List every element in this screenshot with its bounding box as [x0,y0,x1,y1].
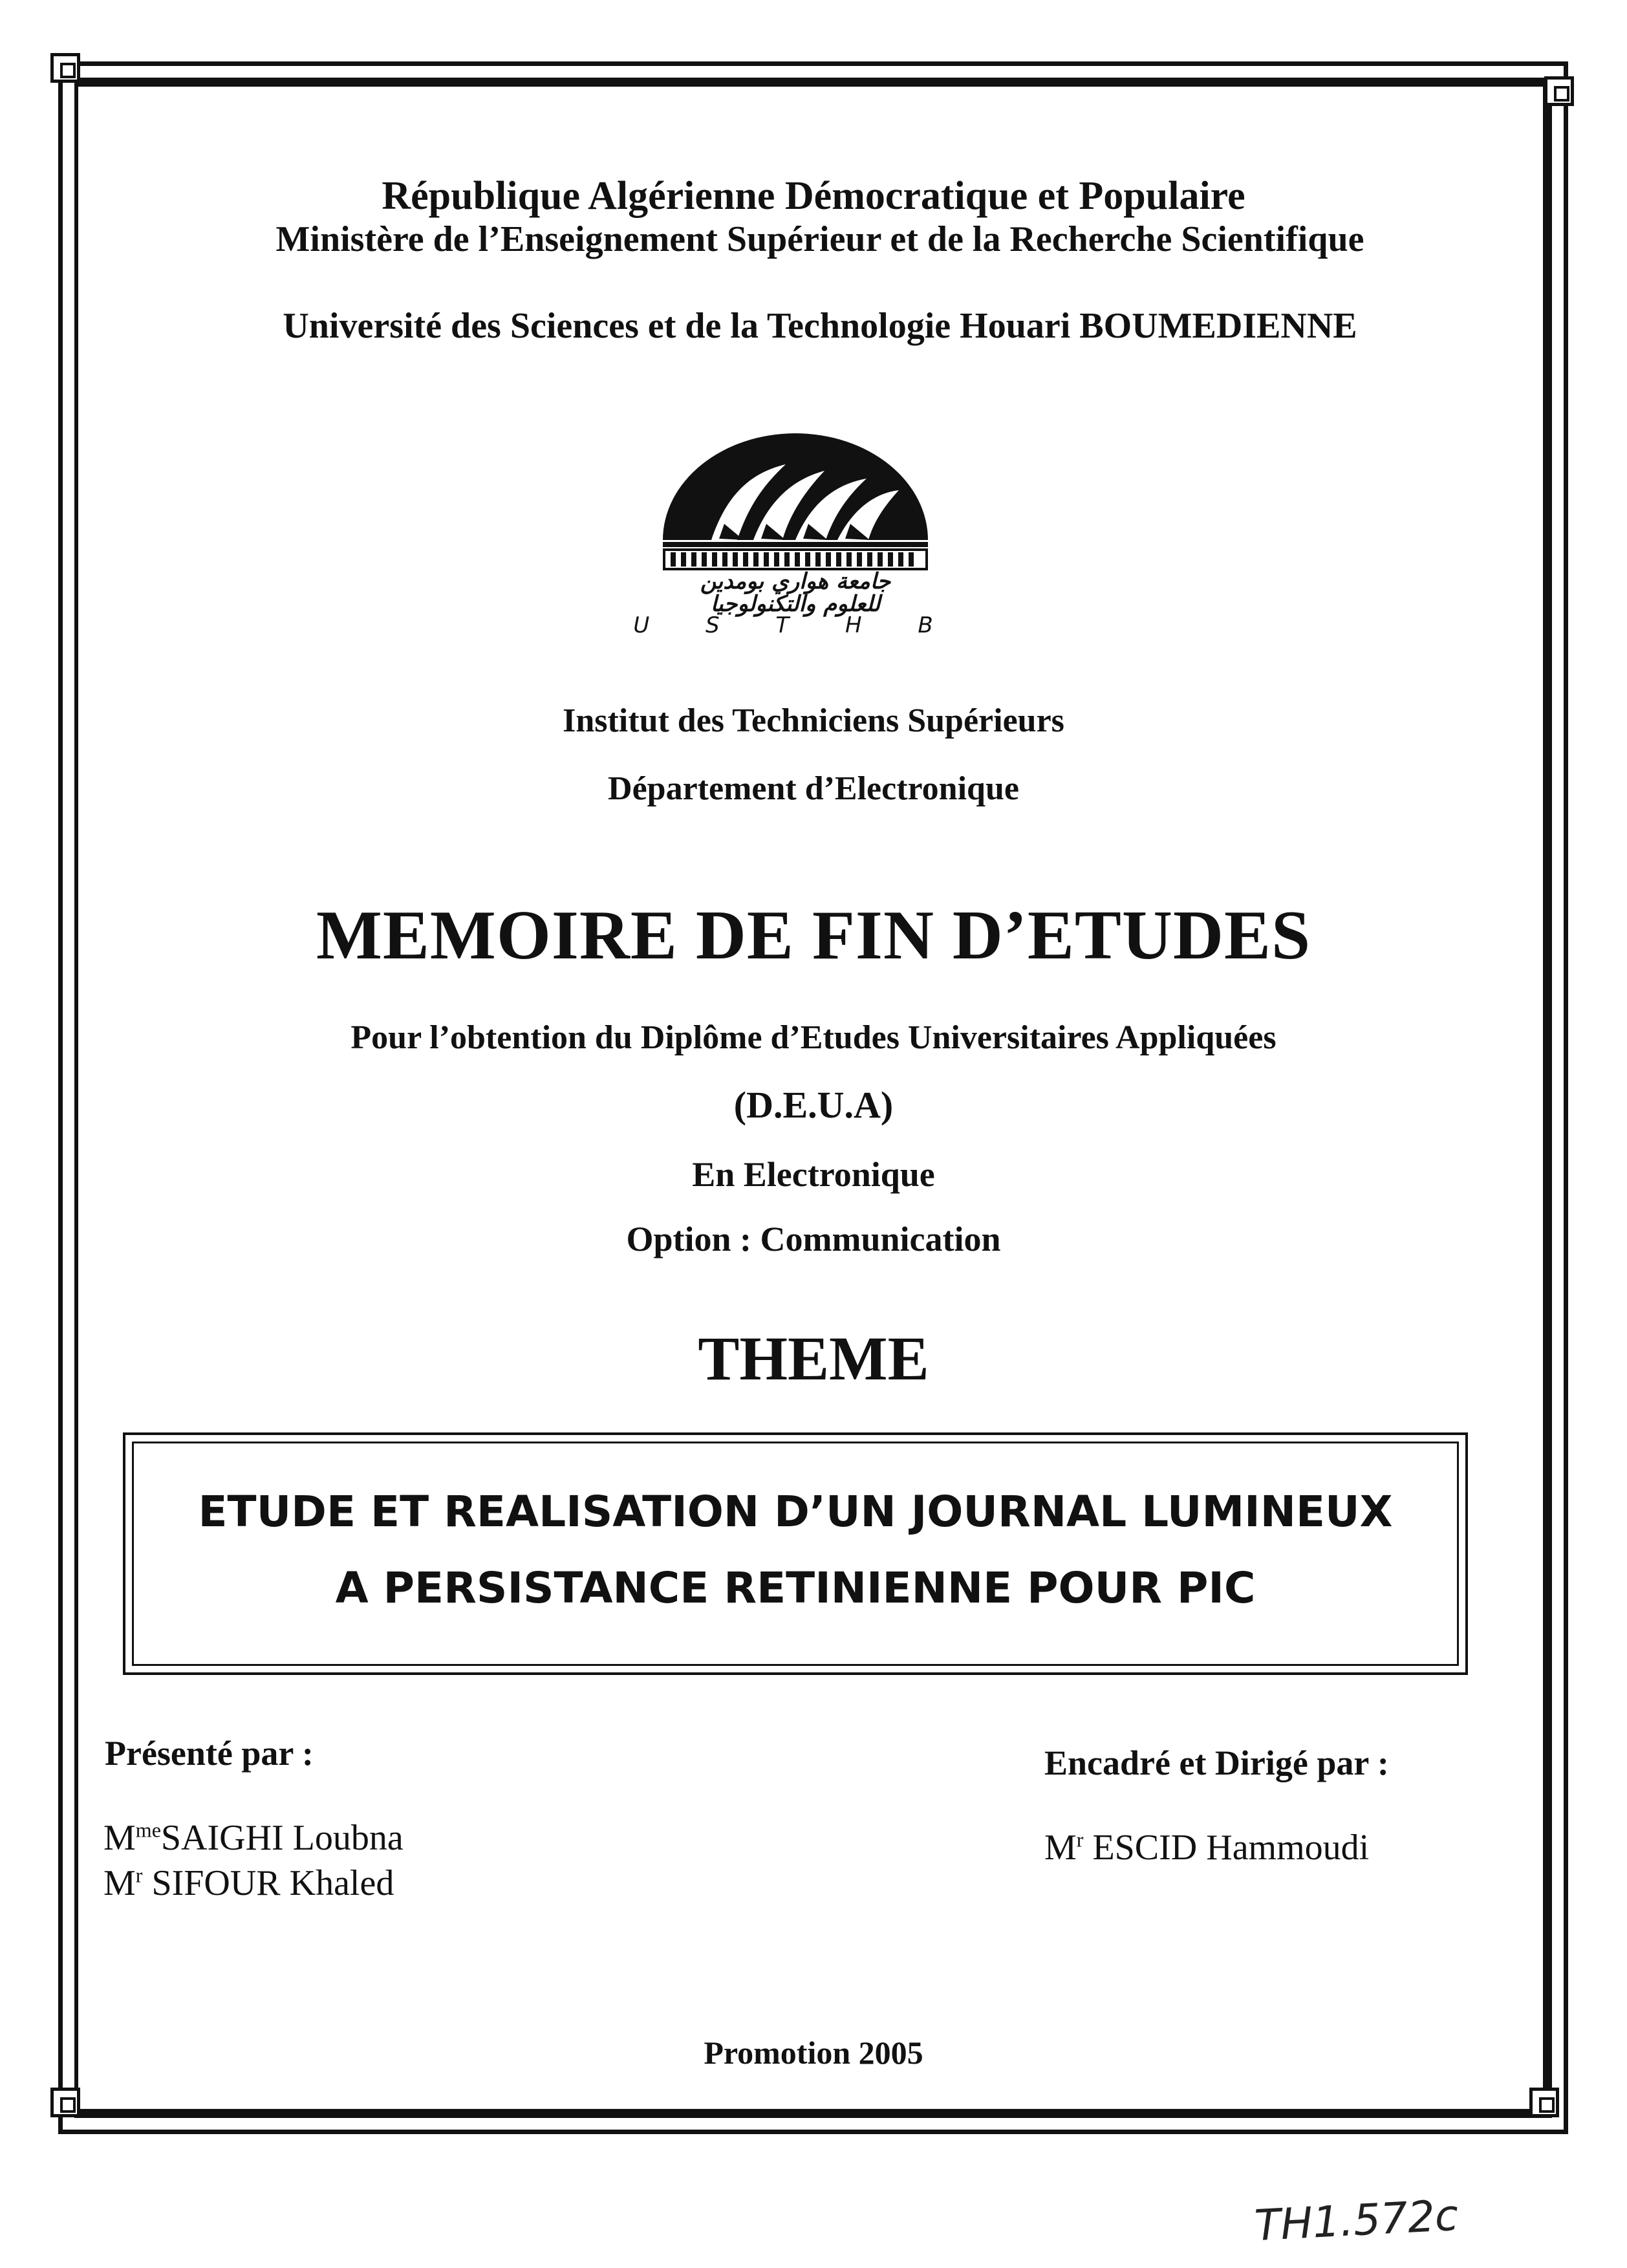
supervised-by-label: Encadré et Dirigé par : [1044,1744,1389,1782]
corner-ornament-bottom-right [1529,2088,1559,2117]
theme-title-line-1: ETUDE ET REALISATION D’UN JOURNAL LUMINEUX [198,1487,1393,1537]
logo-arabic-line-1: جامعة هواري بومدين [700,568,891,594]
supervisor-1 [1044,1827,1369,1868]
memoire-title: MEMOIRE DE FIN D’ETUDES [316,897,1311,974]
university-heading: Université des Sciences et de la Technologie Houari BOUMEDIENNE [283,306,1357,346]
promotion-year: Promotion 2005 [704,2035,923,2071]
logo-arabic-line-2: للعلوم والتكنولوجيا [710,591,881,617]
student-1 [103,1817,404,1859]
option-heading: Option : Communication [626,1220,1001,1258]
theme-label: THEME [698,1324,929,1393]
corner-ornament-top-left [50,53,80,83]
republic-heading: République Algérienne Démocratique et Populaire [382,174,1245,218]
field-heading: En Electronique [692,1155,935,1194]
archive-stamp: TH1.572c [1253,2190,1460,2251]
diploma-purpose: Pour l’obtention du Diplôme d’Etudes Universitaires Appliquées [350,1019,1277,1056]
supervisor-1-title-sup: r [1076,1828,1084,1852]
institute-heading: Institut des Techniciens Supérieurs [563,702,1064,739]
usthb-logo [633,427,958,638]
department-heading: Département d’Electronique [608,770,1019,807]
theme-box [123,1432,1468,1675]
corner-ornament-top-right [1544,76,1574,106]
student-2 [103,1863,394,1904]
corner-ornament-bottom-left [50,2088,80,2117]
student-2-name: SIFOUR Khaled [142,1863,394,1903]
student-1-title: M [103,1818,136,1858]
theme-title [125,1474,1465,1626]
diploma-acronym: (D.E.U.A) [733,1084,894,1126]
student-2-title: M [103,1863,136,1903]
student-1-name: SAIGHI Loubna [160,1818,404,1858]
presented-by-label: Présenté par : [105,1734,314,1773]
supervisor-1-title: M [1044,1828,1077,1868]
theme-title-line-2: A PERSISTANCE RETINIENNE POUR PIC [335,1563,1256,1613]
student-1-title-sup: me [135,1818,161,1842]
student-2-title-sup: r [135,1863,143,1887]
logo-acronym: U S T H B [633,612,958,638]
supervisor-1-name: ESCID Hammoudi [1083,1828,1370,1868]
ministry-heading: Ministère de l’Enseignement Supérieur et de la Recherche Scientifique [275,219,1364,259]
